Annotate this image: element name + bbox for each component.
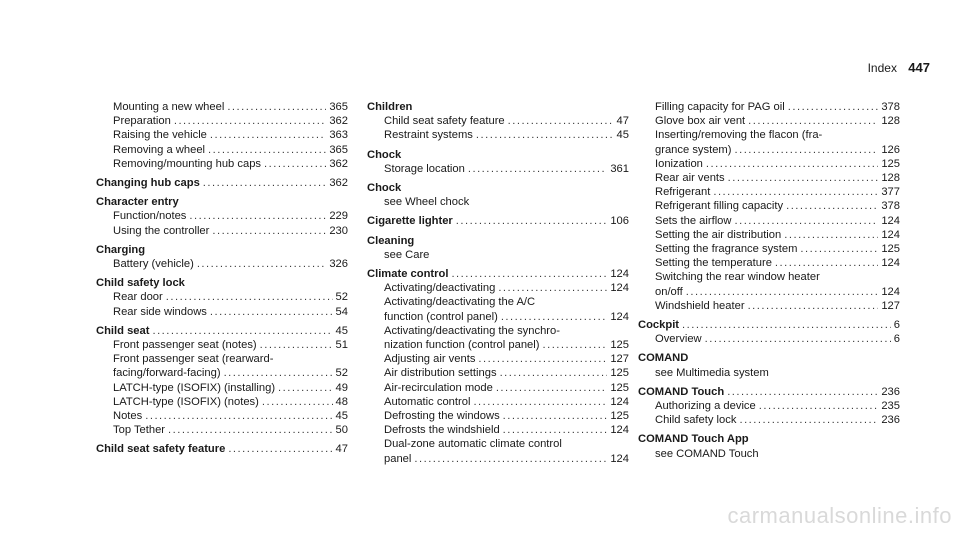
entry-text: Refrigerant bbox=[655, 186, 711, 199]
index-subentry bbox=[638, 299, 900, 313]
index-heading bbox=[367, 148, 629, 162]
entry-text: function (control panel) bbox=[384, 310, 498, 323]
entry-text: Air distribution settings bbox=[384, 367, 497, 380]
index-subentry bbox=[96, 290, 348, 304]
dot-leader bbox=[210, 128, 326, 142]
index-column-2 bbox=[367, 100, 629, 466]
page-ref[interactable]: 124 bbox=[610, 395, 629, 408]
entry-text: panel bbox=[384, 452, 412, 465]
dot-leader bbox=[784, 228, 878, 242]
page-ref[interactable]: 52 bbox=[335, 291, 348, 304]
dot-leader bbox=[759, 399, 879, 413]
index-subentry bbox=[367, 452, 629, 466]
index-subentry bbox=[367, 381, 629, 395]
page-ref[interactable]: 124 bbox=[881, 285, 900, 298]
dot-leader bbox=[473, 395, 607, 409]
dot-leader bbox=[705, 332, 891, 346]
page-ref[interactable]: 362 bbox=[329, 115, 348, 128]
index-subentry bbox=[367, 324, 629, 338]
entry-text: Cigarette lighter bbox=[367, 215, 453, 228]
entry-text: Climate control bbox=[367, 268, 449, 281]
entry-text: Front passenger seat (rearward- bbox=[113, 353, 274, 366]
page-ref[interactable]: 365 bbox=[329, 143, 348, 156]
dot-leader bbox=[500, 366, 608, 380]
dot-leader bbox=[734, 214, 878, 228]
dot-leader bbox=[748, 114, 878, 128]
entry-text: Cockpit bbox=[638, 319, 680, 332]
page-header bbox=[868, 60, 930, 75]
dot-leader bbox=[227, 100, 326, 114]
index-subentry bbox=[638, 128, 900, 142]
index-heading bbox=[367, 234, 629, 248]
index-heading bbox=[367, 181, 629, 195]
index-subentry bbox=[367, 281, 629, 295]
entry-text: Rear air vents bbox=[655, 172, 725, 185]
page-ref[interactable]: 124 bbox=[881, 214, 900, 227]
entry-text: Removing a wheel bbox=[113, 143, 206, 156]
entry-text: Notes bbox=[113, 410, 143, 423]
watermark: carmanualsonline.info bbox=[727, 503, 952, 528]
index-subentry bbox=[367, 114, 629, 128]
page-ref[interactable]: 365 bbox=[329, 101, 348, 113]
entry-text: Ionization bbox=[655, 157, 703, 170]
dot-leader bbox=[166, 290, 333, 304]
entry-text: Defrosting the windows bbox=[384, 410, 500, 423]
page-ref[interactable]: 50 bbox=[335, 424, 348, 437]
page-ref[interactable]: 45 bbox=[616, 129, 629, 142]
index-subentry bbox=[367, 310, 629, 324]
index-subentry bbox=[96, 395, 348, 409]
dot-leader bbox=[508, 114, 614, 128]
dot-leader bbox=[748, 299, 879, 313]
page-ref[interactable]: 47 bbox=[335, 443, 348, 456]
page-ref[interactable]: 106 bbox=[610, 215, 629, 228]
entry-text: COMAND Touch App bbox=[638, 433, 749, 446]
page-ref[interactable]: 125 bbox=[881, 243, 900, 256]
entry-text: Child seat safety feature bbox=[384, 115, 505, 128]
index-subentry bbox=[367, 395, 629, 409]
index-heading bbox=[638, 318, 900, 332]
index-subentry bbox=[96, 409, 348, 423]
index-subentry bbox=[638, 332, 900, 346]
entry-text: Front passenger seat (notes) bbox=[113, 339, 257, 352]
entry-text: grance system) bbox=[655, 143, 732, 156]
index-subentry bbox=[96, 128, 348, 142]
index-subentry bbox=[638, 214, 900, 228]
dot-leader bbox=[210, 305, 333, 319]
page-ref[interactable]: 235 bbox=[881, 400, 900, 413]
dot-leader bbox=[278, 381, 333, 395]
entry-text: Child safety lock bbox=[655, 414, 737, 427]
dot-leader bbox=[728, 171, 879, 185]
index-subentry bbox=[96, 305, 348, 319]
entry-text: Raising the vehicle bbox=[113, 129, 207, 142]
index-subentry bbox=[638, 242, 900, 256]
page-ref[interactable]: 51 bbox=[335, 339, 348, 352]
index-subentry bbox=[367, 338, 629, 352]
entry-text: Setting the fragrance system bbox=[655, 243, 798, 256]
index-subentry bbox=[638, 228, 900, 242]
header-title: Index bbox=[867, 61, 897, 75]
page-ref[interactable]: 49 bbox=[335, 381, 348, 394]
page-ref[interactable]: 47 bbox=[616, 115, 629, 128]
entry-text: see COMAND Touch bbox=[655, 447, 759, 460]
index-subentry bbox=[96, 209, 348, 223]
page-ref[interactable]: 377 bbox=[881, 186, 900, 199]
index-heading bbox=[96, 324, 348, 338]
index-subentry bbox=[96, 366, 348, 380]
entry-text: Changing hub caps bbox=[96, 177, 200, 190]
entry-text: Chock bbox=[367, 148, 402, 161]
dot-leader bbox=[786, 199, 878, 213]
entry-text: Rear side windows bbox=[113, 305, 207, 318]
index-heading bbox=[367, 214, 629, 228]
index-heading bbox=[96, 243, 348, 257]
index-subentry bbox=[638, 256, 900, 270]
dot-leader bbox=[264, 157, 326, 171]
index-subentry bbox=[367, 295, 629, 309]
page-ref[interactable]: 125 bbox=[881, 157, 900, 170]
dot-leader bbox=[152, 324, 332, 338]
index-heading bbox=[96, 442, 348, 456]
page-ref[interactable]: 362 bbox=[329, 157, 348, 170]
dot-leader bbox=[503, 423, 608, 437]
dot-leader bbox=[496, 381, 608, 395]
page-ref[interactable]: 127 bbox=[881, 299, 900, 312]
page-ref[interactable]: 125 bbox=[610, 381, 629, 394]
index-subentry bbox=[96, 257, 348, 271]
dot-leader bbox=[203, 176, 327, 190]
entry-text: Top Tether bbox=[113, 424, 166, 437]
index-subentry bbox=[367, 366, 629, 380]
index-subentry bbox=[96, 352, 348, 366]
page-ref[interactable]: 48 bbox=[335, 395, 348, 408]
entry-text: Mounting a new wheel bbox=[113, 101, 225, 113]
index-subentry bbox=[638, 413, 900, 427]
entry-text: Removing/mounting hub caps bbox=[113, 157, 262, 170]
entry-text: Windshield heater bbox=[655, 299, 745, 312]
index-heading bbox=[96, 176, 348, 190]
dot-leader bbox=[788, 100, 879, 114]
index-subentry bbox=[638, 285, 900, 299]
page-ref[interactable]: 363 bbox=[329, 129, 348, 142]
dot-leader bbox=[727, 385, 878, 399]
page-ref[interactable]: 125 bbox=[610, 410, 629, 423]
dot-leader bbox=[498, 281, 607, 295]
entry-text: Air-recirculation mode bbox=[384, 381, 493, 394]
dot-leader bbox=[775, 256, 878, 270]
dot-leader bbox=[734, 143, 878, 157]
index-heading bbox=[638, 351, 900, 365]
index-heading bbox=[638, 385, 900, 399]
entry-text: Storage location bbox=[384, 162, 465, 175]
index-subentry bbox=[638, 171, 900, 185]
entry-text: LATCH-type (ISOFIX) (installing) bbox=[113, 381, 276, 394]
dot-leader bbox=[468, 162, 607, 176]
dot-leader bbox=[224, 366, 333, 380]
entry-text: Defrosts the windshield bbox=[384, 424, 500, 437]
entry-text: LATCH-type (ISOFIX) (notes) bbox=[113, 395, 259, 408]
dot-leader bbox=[682, 318, 891, 332]
entry-text: Using the controller bbox=[113, 224, 210, 237]
page-ref[interactable]: 128 bbox=[881, 172, 900, 185]
dot-leader bbox=[262, 395, 333, 409]
index-see-also bbox=[638, 366, 900, 380]
dot-leader bbox=[478, 352, 607, 366]
dot-leader bbox=[174, 114, 326, 128]
entry-text: Activating/deactivating the A/C bbox=[384, 296, 536, 309]
entry-text: Activating/deactivating the synchro- bbox=[384, 324, 560, 337]
entry-text: Chock bbox=[367, 182, 402, 195]
index-see-also bbox=[367, 248, 629, 262]
page-ref[interactable]: 326 bbox=[329, 258, 348, 271]
entry-text: Filling capacity for PAG oil bbox=[655, 101, 785, 113]
entry-text: Child seat bbox=[96, 324, 150, 337]
index-see-also bbox=[367, 195, 629, 209]
dot-leader bbox=[451, 267, 607, 281]
page-number: 447 bbox=[908, 60, 930, 75]
page-ref[interactable]: 378 bbox=[881, 200, 900, 213]
dot-leader bbox=[501, 310, 608, 324]
entry-text: see Multimedia system bbox=[655, 366, 769, 379]
dot-leader bbox=[197, 257, 327, 271]
page-ref[interactable]: 236 bbox=[881, 414, 900, 427]
index-subentry bbox=[96, 100, 348, 114]
index-subentry bbox=[96, 143, 348, 157]
page-ref[interactable]: 128 bbox=[881, 115, 900, 128]
page-ref[interactable]: 6 bbox=[893, 333, 900, 346]
entry-text: nization function (control panel) bbox=[384, 339, 540, 352]
entry-text: Cleaning bbox=[367, 234, 415, 247]
index-subentry bbox=[638, 114, 900, 128]
entry-text: Character entry bbox=[96, 196, 179, 209]
index-subentry bbox=[638, 185, 900, 199]
entry-text: Rear door bbox=[113, 291, 163, 304]
page-ref[interactable]: 54 bbox=[335, 305, 348, 318]
index-subentry bbox=[638, 157, 900, 171]
entry-text: Adjusting air vents bbox=[384, 353, 476, 366]
dot-leader bbox=[713, 185, 878, 199]
dot-leader bbox=[542, 338, 607, 352]
entry-text: Charging bbox=[96, 243, 146, 256]
entry-text: COMAND bbox=[638, 352, 689, 365]
entry-text: Dual-zone automatic climate control bbox=[384, 438, 562, 451]
page-ref[interactable]: 362 bbox=[329, 177, 348, 190]
page-ref[interactable]: 125 bbox=[610, 339, 629, 352]
index-subentry bbox=[367, 352, 629, 366]
entry-text: Setting the temperature bbox=[655, 257, 772, 270]
dot-leader bbox=[476, 128, 614, 142]
index-subentry bbox=[96, 157, 348, 171]
page-ref[interactable]: 124 bbox=[881, 228, 900, 241]
dot-leader bbox=[260, 338, 333, 352]
entry-text: on/off bbox=[655, 285, 683, 298]
dot-leader bbox=[686, 285, 879, 299]
entry-text: Function/notes bbox=[113, 210, 187, 223]
index-heading bbox=[367, 267, 629, 281]
entry-text: Overview bbox=[655, 333, 702, 346]
index-heading bbox=[638, 432, 900, 446]
dot-leader bbox=[208, 143, 326, 157]
page-ref[interactable]: 124 bbox=[610, 282, 629, 295]
index-see-also bbox=[638, 447, 900, 461]
index-subentry bbox=[638, 270, 900, 284]
page-ref[interactable]: 229 bbox=[329, 210, 348, 223]
entry-text: Setting the air distribution bbox=[655, 228, 782, 241]
dot-leader bbox=[168, 423, 333, 437]
dot-leader bbox=[739, 413, 878, 427]
index-heading bbox=[96, 195, 348, 209]
entry-text: Sets the airflow bbox=[655, 214, 732, 227]
dot-leader bbox=[414, 452, 607, 466]
page-ref[interactable]: 124 bbox=[610, 268, 629, 281]
entry-text: Preparation bbox=[113, 115, 171, 128]
index-column-3 bbox=[638, 100, 900, 461]
page-ref[interactable]: 124 bbox=[610, 452, 629, 465]
index-subentry bbox=[367, 162, 629, 176]
entry-text: Glove box air vent bbox=[655, 115, 746, 128]
index-subentry bbox=[367, 409, 629, 423]
index-subentry bbox=[638, 100, 900, 114]
dot-leader bbox=[503, 409, 608, 423]
page-ref[interactable]: 125 bbox=[610, 367, 629, 380]
index-subentry bbox=[367, 423, 629, 437]
entry-text: see Care bbox=[384, 248, 430, 261]
entry-text: Switching the rear window heater bbox=[655, 271, 820, 284]
dot-leader bbox=[228, 442, 332, 456]
page-ref[interactable]: 236 bbox=[881, 385, 900, 398]
page-ref[interactable]: 361 bbox=[610, 162, 629, 175]
page-ref[interactable]: 124 bbox=[610, 310, 629, 323]
index-subentry bbox=[96, 224, 348, 238]
index-subentry bbox=[96, 338, 348, 352]
index-subentry bbox=[638, 143, 900, 157]
page-ref[interactable]: 124 bbox=[881, 257, 900, 270]
entry-text: Refrigerant filling capacity bbox=[655, 200, 784, 213]
index-subentry bbox=[367, 437, 629, 451]
index-subentry bbox=[638, 199, 900, 213]
entry-text: Authorizing a device bbox=[655, 400, 756, 413]
entry-text: Children bbox=[367, 101, 413, 113]
page-ref[interactable]: 6 bbox=[893, 319, 900, 332]
entry-text: Inserting/removing the flacon (fra- bbox=[655, 129, 823, 142]
dot-leader bbox=[189, 209, 326, 223]
entry-text: COMAND Touch bbox=[638, 385, 725, 398]
entry-text: Restraint systems bbox=[384, 129, 473, 142]
index-subentry bbox=[96, 381, 348, 395]
page-ref[interactable]: 45 bbox=[335, 324, 348, 337]
page-ref[interactable]: 124 bbox=[610, 424, 629, 437]
entry-text: facing/forward-facing) bbox=[113, 367, 221, 380]
index-subentry bbox=[96, 114, 348, 128]
dot-leader bbox=[800, 242, 878, 256]
page-ref[interactable]: 127 bbox=[610, 353, 629, 366]
dot-leader bbox=[212, 224, 326, 238]
entry-text: Child safety lock bbox=[96, 277, 185, 290]
entry-text: Battery (vehicle) bbox=[113, 258, 194, 271]
page-ref[interactable]: 52 bbox=[335, 367, 348, 380]
dot-leader bbox=[145, 409, 332, 423]
dot-leader bbox=[456, 214, 608, 228]
index-subentry bbox=[96, 423, 348, 437]
entry-text: Activating/deactivating bbox=[384, 282, 496, 295]
dot-leader bbox=[706, 157, 878, 171]
page-ref[interactable]: 45 bbox=[335, 410, 348, 423]
index-heading bbox=[96, 276, 348, 290]
page-ref[interactable]: 230 bbox=[329, 224, 348, 237]
entry-text: Child seat safety feature bbox=[96, 443, 226, 456]
page-ref[interactable]: 126 bbox=[881, 143, 900, 156]
index-heading bbox=[367, 100, 629, 114]
entry-text: Automatic control bbox=[384, 395, 471, 408]
index-column-1 bbox=[96, 100, 348, 457]
entry-text: see Wheel chock bbox=[384, 196, 470, 209]
index-subentry bbox=[638, 399, 900, 413]
page-ref[interactable]: 378 bbox=[881, 101, 900, 113]
index-subentry bbox=[367, 128, 629, 142]
